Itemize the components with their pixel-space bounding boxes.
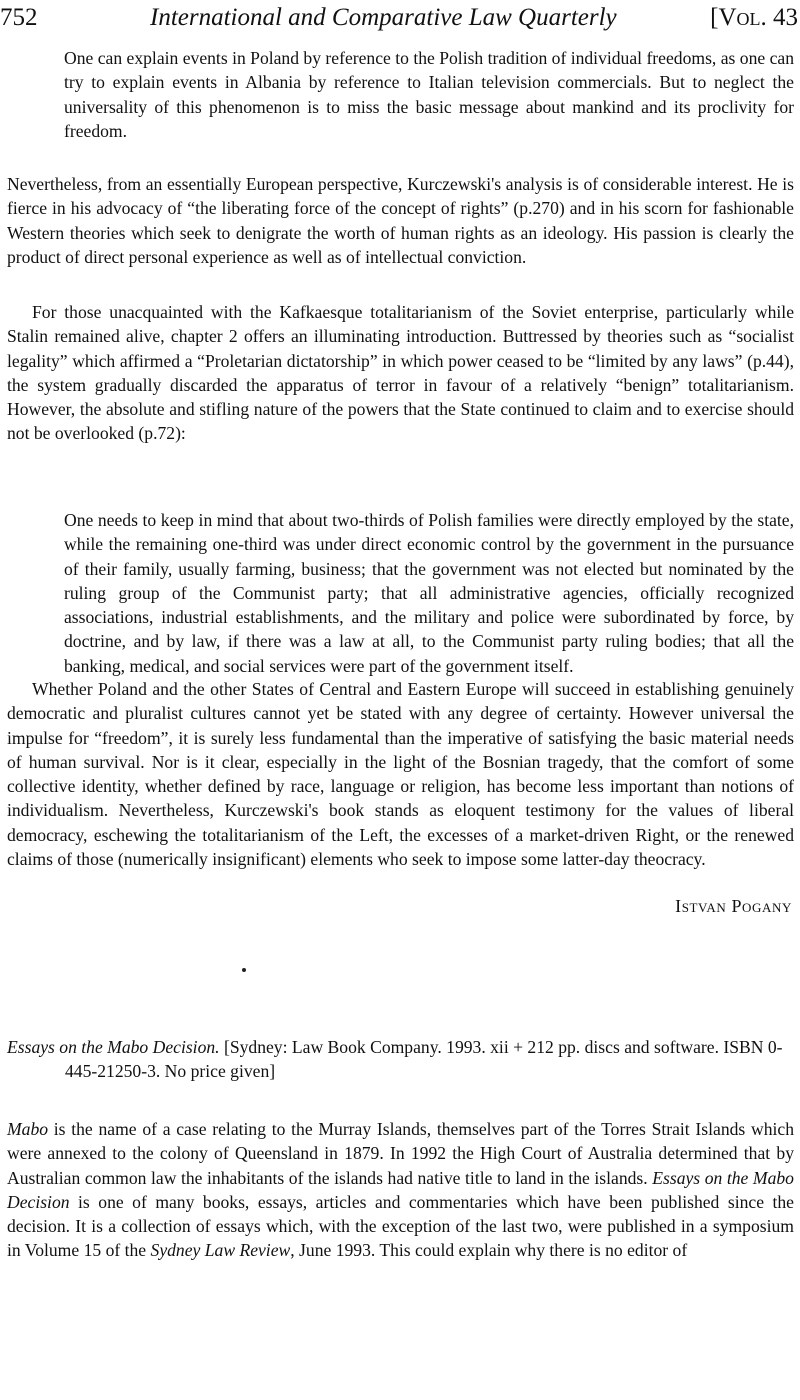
journal-title: International and Comparative Law Quarterly xyxy=(150,4,617,31)
volume-label: [Vol. 43 xyxy=(710,4,798,31)
publication-details: [Sydney: Law Book Company. 1993. xii + 212 pp. discs and software. ISBN 0-445-21250-3. No price given] xyxy=(65,1037,783,1082)
case-name: Mabo xyxy=(7,1119,49,1139)
book-title: Essays on the Mabo Decision. xyxy=(7,1037,220,1057)
page-number: 752 xyxy=(0,4,38,31)
block-quote-1: One can explain events in Poland by reference to the Polish tradition of individual freedoms, as one can try to explain events in Albania by reference to Italian television commercials. But to neglect the universality of this phenomenon is to miss the basic message about mankind and its proclivity for freedom. xyxy=(64,48,794,141)
book-citation xyxy=(7,1035,794,1084)
book-reference: Essays on the Mabo Decision xyxy=(7,1167,794,1212)
paragraph-3: Whether Poland and the other States of Central and Eastern Europe will succeed in establishing genuinely democratic and pluralist cultures cannot yet be stated with any degree of certainty. However universal the impulse for “freedom”, it is surely less fundamental than the imperative of satisfying the basic material needs of human survival. Nor is it clear, especially in the light of the Bosnian tragedy, that the comfort of some collective identity, whether defined by race, language or religion, has become less important than notions of individualism. Nevertheless, Kurczewski's book stands as eloquent testimony for the values of liberal democracy, eschewing the totalitarianism of the Left, the excesses of a market-driven Right, or the renewed claims of those (numerically insignificant) elements who seek to impose some latter-day theocracy. xyxy=(7,679,794,870)
review-text-a: is the name of a case relating to the Murray Islands, themselves part of the Torres Strait Islands which were annexed to the colony of Queensland in 1879. In 1992 the High Court of Australia determined that by Australian common law the inhabitants of the islands had native title to land in the islands. xyxy=(7,1119,794,1188)
reviewer-signature: Istvan Pogany xyxy=(675,896,792,916)
review-text-b: is one of many books, essays, articles and commentaries which have been published since the decision. It is a collection of essays which, with the exception of the last two, were published in a symposium in Volume 15 of the xyxy=(7,1191,794,1261)
review-paragraph xyxy=(7,1117,794,1263)
block-quote-2: One needs to keep in mind that about two-thirds of Polish families were directly employed by the state, while the remaining one-third was under direct economic control by the government in the pursuance of their family, usually farming, business; that the government was not elected but nominated by the ruling group of the Communist party; that all administrative agencies, officially recognized associations, industrial establishments, and the military and police were subordinated by force, by doctrine, and by law, if there was a law at all, to the Communist party ruling bodies; that all the banking, medical, and social services were part of the government itself. xyxy=(64,510,794,676)
journal-reference: Sydney Law Review xyxy=(150,1240,291,1261)
section-divider-dot xyxy=(242,968,246,972)
paragraph-1: Nevertheless, from an essentially European perspective, Kurczewski's analysis is of considerable interest. He is fierce in his advocacy of “the liberating force of the concept of rights” (p.270) and in his scorn for fashionable Western theories which seek to denigrate the worth of human rights as an ideology. His passion is clearly the product of direct personal experience as well as of intellectual conviction. xyxy=(7,174,794,267)
paragraph-2: For those unacquainted with the Kafkaesque totalitarianism of the Soviet enterprise, particularly while Stalin remained alive, chapter 2 offers an illuminating introduction. Buttressed by theories such as “socialist legality” which affirmed a “Proletarian dictatorship” in which power ceased to be “limited by any laws” (p.44), the system gradually discarded the apparatus of terror in favour of a relatively “benign” totalitarianism. However, the absolute and stifling nature of the powers that the State continued to claim and to exercise should not be overlooked (p.72): xyxy=(7,302,794,444)
page-header xyxy=(0,0,800,36)
review-text-c: , June 1993. This could explain why there is no editor of xyxy=(290,1240,688,1261)
